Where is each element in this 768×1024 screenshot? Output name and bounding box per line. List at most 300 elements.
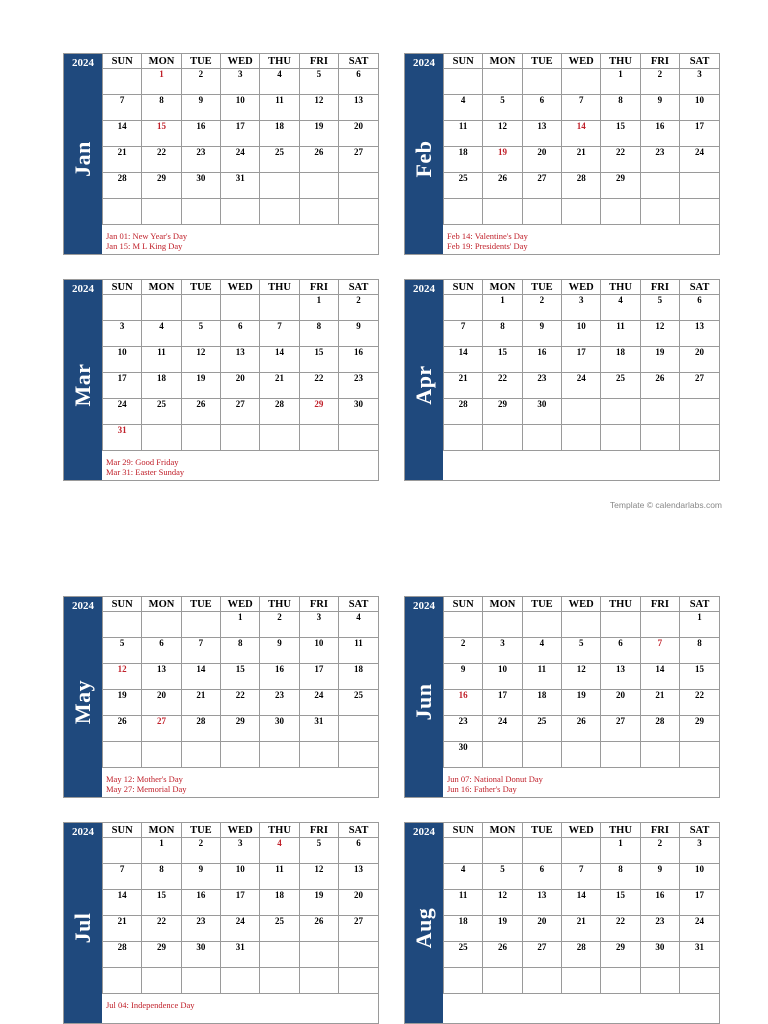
day-cell: 3 (103, 321, 142, 347)
day-cell: 16 (640, 121, 679, 147)
day-cell: 9 (260, 638, 299, 664)
day-cell: 6 (522, 95, 561, 121)
empty-cell (260, 742, 299, 768)
weekday-header: THU (260, 54, 299, 69)
empty-cell (640, 968, 679, 994)
day-cell: 5 (103, 638, 142, 664)
day-cell: 15 (483, 347, 522, 373)
day-cell: 13 (339, 95, 378, 121)
day-cell: 7 (103, 864, 142, 890)
day-cell: 21 (562, 147, 601, 173)
empty-cell (562, 69, 601, 95)
week-row (444, 121, 720, 147)
weekday-header: THU (601, 823, 640, 838)
day-cell: 23 (522, 373, 561, 399)
week-row (444, 690, 720, 716)
empty-cell (339, 425, 378, 451)
day-cell: 5 (640, 295, 679, 321)
week-row (103, 890, 379, 916)
day-cell: 5 (483, 95, 522, 121)
day-cell: 27 (601, 716, 640, 742)
month-grid (443, 280, 719, 451)
weekday-header-row (103, 54, 379, 69)
weekday-header: FRI (640, 280, 679, 295)
weekday-header: WED (562, 823, 601, 838)
empty-cell (260, 942, 299, 968)
week-row (103, 347, 379, 373)
empty-cell (680, 199, 719, 225)
day-cell: 11 (444, 121, 483, 147)
weekday-header: THU (260, 597, 299, 612)
holiday-list (102, 773, 378, 797)
empty-cell (339, 942, 378, 968)
month-grid (102, 823, 378, 994)
day-cell: 29 (221, 716, 260, 742)
day-cell: 8 (601, 864, 640, 890)
holiday-item: Jul 04: Independence Day (106, 1000, 195, 1010)
day-cell: 17 (221, 121, 260, 147)
day-cell: 12 (299, 95, 338, 121)
day-cell: 26 (181, 399, 220, 425)
empty-cell (260, 199, 299, 225)
empty-cell (444, 968, 483, 994)
day-cell: 7 (444, 321, 483, 347)
day-cell: 29 (483, 399, 522, 425)
weekday-header: SUN (103, 823, 142, 838)
day-cell: 11 (601, 321, 640, 347)
day-cell: 24 (680, 147, 719, 173)
day-cell: 28 (103, 173, 142, 199)
year-label: 2024 (72, 283, 94, 295)
week-row (103, 121, 379, 147)
day-cell: 10 (299, 638, 338, 664)
empty-cell (299, 968, 338, 994)
empty-cell (444, 295, 483, 321)
day-cell: 9 (640, 95, 679, 121)
empty-cell (522, 742, 561, 768)
month-grid (443, 597, 719, 768)
day-cell: 2 (522, 295, 561, 321)
day-cell: 24 (483, 716, 522, 742)
day-cell: 2 (181, 69, 220, 95)
empty-cell (142, 295, 181, 321)
week-row (103, 373, 379, 399)
week-row (103, 716, 379, 742)
week-row (444, 399, 720, 425)
day-cell: 12 (299, 864, 338, 890)
day-cell: 11 (260, 864, 299, 890)
day-cell: 9 (640, 864, 679, 890)
day-cell: 14 (640, 664, 679, 690)
day-cell: 9 (444, 664, 483, 690)
day-cell: 1 (601, 838, 640, 864)
day-cell: 16 (260, 664, 299, 690)
day-cell: 7 (103, 95, 142, 121)
day-cell: 26 (103, 716, 142, 742)
holiday-item: Feb 19: Presidents' Day (447, 241, 528, 251)
day-cell: 23 (181, 916, 220, 942)
empty-cell (444, 425, 483, 451)
week-row (103, 399, 379, 425)
day-cell: 16 (339, 347, 378, 373)
empty-cell (181, 742, 220, 768)
day-cell: 4 (260, 69, 299, 95)
weekday-header: SAT (680, 597, 719, 612)
month-grid (102, 597, 378, 768)
weekday-header: SAT (339, 54, 378, 69)
empty-cell (444, 838, 483, 864)
day-cell: 31 (299, 716, 338, 742)
weekday-header: MON (483, 597, 522, 612)
day-cell: 30 (444, 742, 483, 768)
day-cell: 28 (260, 399, 299, 425)
empty-cell (640, 612, 679, 638)
holiday-item: Jun 16: Father's Day (447, 784, 517, 794)
day-cell: 25 (339, 690, 378, 716)
day-cell: 7 (260, 321, 299, 347)
day-cell: 13 (522, 121, 561, 147)
day-cell: 3 (221, 69, 260, 95)
week-row (444, 838, 720, 864)
empty-cell (522, 69, 561, 95)
day-cell: 7 (562, 864, 601, 890)
empty-cell (680, 399, 719, 425)
day-cell: 4 (339, 612, 378, 638)
day-cell: 23 (181, 147, 220, 173)
empty-cell (181, 295, 220, 321)
day-cell: 6 (601, 638, 640, 664)
day-cell: 2 (444, 638, 483, 664)
day-cell: 7 (640, 638, 679, 664)
weekday-header: SUN (444, 54, 483, 69)
week-row (444, 347, 720, 373)
day-cell: 15 (299, 347, 338, 373)
weekday-header: SUN (444, 597, 483, 612)
day-cell: 15 (680, 664, 719, 690)
day-cell: 14 (181, 664, 220, 690)
empty-cell (444, 612, 483, 638)
empty-cell (601, 612, 640, 638)
day-cell: 15 (221, 664, 260, 690)
holiday-item: Jan 01: New Year's Day (106, 231, 188, 241)
month-sidebar (405, 280, 443, 480)
empty-cell (103, 742, 142, 768)
holiday-list (102, 456, 378, 480)
empty-cell (522, 838, 561, 864)
day-cell: 16 (444, 690, 483, 716)
weekday-header: FRI (640, 823, 679, 838)
day-cell: 8 (221, 638, 260, 664)
empty-cell (562, 612, 601, 638)
month-sidebar (405, 597, 443, 797)
week-row (444, 373, 720, 399)
day-cell: 14 (562, 121, 601, 147)
weekday-header: THU (601, 54, 640, 69)
week-row (444, 173, 720, 199)
month-name: Jan (70, 141, 95, 177)
day-cell: 12 (483, 890, 522, 916)
day-cell: 31 (221, 173, 260, 199)
day-cell: 2 (339, 295, 378, 321)
day-cell: 30 (181, 942, 220, 968)
weekday-header: SUN (444, 280, 483, 295)
day-cell: 8 (601, 95, 640, 121)
holiday-list (102, 230, 378, 254)
empty-cell (680, 742, 719, 768)
weekday-header: FRI (640, 597, 679, 612)
week-row (444, 69, 720, 95)
day-cell: 13 (339, 864, 378, 890)
day-cell: 26 (299, 147, 338, 173)
month-calendar-may (63, 596, 379, 798)
day-cell: 6 (142, 638, 181, 664)
day-cell: 28 (640, 716, 679, 742)
day-cell: 19 (299, 890, 338, 916)
day-cell: 14 (562, 890, 601, 916)
day-cell: 19 (103, 690, 142, 716)
empty-cell (181, 425, 220, 451)
day-cell: 21 (640, 690, 679, 716)
day-cell: 9 (522, 321, 561, 347)
empty-cell (103, 968, 142, 994)
holiday-list (102, 999, 378, 1023)
empty-cell (640, 199, 679, 225)
day-cell: 15 (142, 121, 181, 147)
day-cell: 25 (260, 147, 299, 173)
weekday-header: THU (601, 597, 640, 612)
day-cell: 23 (444, 716, 483, 742)
day-cell: 20 (142, 690, 181, 716)
day-cell: 10 (483, 664, 522, 690)
day-cell: 26 (299, 916, 338, 942)
weekday-header: THU (601, 280, 640, 295)
day-cell: 30 (640, 942, 679, 968)
empty-cell (680, 173, 719, 199)
week-row (103, 95, 379, 121)
day-cell: 3 (299, 612, 338, 638)
day-cell: 17 (103, 373, 142, 399)
week-row (444, 664, 720, 690)
day-cell: 28 (103, 942, 142, 968)
day-cell: 15 (142, 890, 181, 916)
empty-cell (221, 968, 260, 994)
day-cell: 11 (522, 664, 561, 690)
day-cell: 5 (299, 69, 338, 95)
day-cell: 19 (181, 373, 220, 399)
weekday-header: MON (142, 54, 181, 69)
week-row (103, 942, 379, 968)
day-cell: 4 (260, 838, 299, 864)
empty-cell (260, 968, 299, 994)
weekday-header: TUE (181, 823, 220, 838)
week-row (444, 968, 720, 994)
empty-cell (339, 173, 378, 199)
day-cell: 9 (181, 95, 220, 121)
day-cell: 25 (522, 716, 561, 742)
day-cell: 9 (339, 321, 378, 347)
empty-cell (601, 425, 640, 451)
week-row (444, 295, 720, 321)
day-cell: 27 (522, 173, 561, 199)
day-cell: 25 (260, 916, 299, 942)
empty-cell (483, 968, 522, 994)
weekday-header: SAT (339, 597, 378, 612)
day-cell: 3 (221, 838, 260, 864)
weekday-header: SAT (339, 823, 378, 838)
month-sidebar (405, 54, 443, 254)
day-cell: 31 (221, 942, 260, 968)
day-cell: 8 (142, 864, 181, 890)
week-row (103, 295, 379, 321)
empty-cell (522, 199, 561, 225)
weekday-header: THU (260, 823, 299, 838)
day-cell: 13 (522, 890, 561, 916)
holiday-list (443, 230, 719, 254)
weekday-header: MON (142, 280, 181, 295)
day-cell: 29 (142, 942, 181, 968)
day-cell: 28 (444, 399, 483, 425)
empty-cell (181, 612, 220, 638)
day-cell: 1 (142, 838, 181, 864)
day-cell: 20 (339, 890, 378, 916)
empty-cell (601, 199, 640, 225)
day-cell: 27 (142, 716, 181, 742)
day-cell: 20 (601, 690, 640, 716)
week-row (103, 425, 379, 451)
day-cell: 30 (522, 399, 561, 425)
weekday-header: MON (142, 597, 181, 612)
day-cell: 4 (444, 864, 483, 890)
empty-cell (339, 968, 378, 994)
year-label: 2024 (72, 57, 94, 69)
day-cell: 17 (562, 347, 601, 373)
empty-cell (260, 425, 299, 451)
empty-cell (562, 199, 601, 225)
week-row (444, 864, 720, 890)
empty-cell (562, 425, 601, 451)
day-cell: 13 (142, 664, 181, 690)
week-row (444, 916, 720, 942)
weekday-header: SAT (339, 280, 378, 295)
week-row (444, 425, 720, 451)
day-cell: 24 (680, 916, 719, 942)
day-cell: 18 (142, 373, 181, 399)
day-cell: 30 (339, 399, 378, 425)
day-cell: 30 (260, 716, 299, 742)
holiday-item: Jan 15: M L King Day (106, 241, 183, 251)
day-cell: 5 (483, 864, 522, 890)
empty-cell (483, 838, 522, 864)
week-row (103, 321, 379, 347)
empty-cell (103, 612, 142, 638)
day-cell: 11 (142, 347, 181, 373)
weekday-header: SUN (103, 597, 142, 612)
week-row (444, 942, 720, 968)
week-row (103, 69, 379, 95)
day-cell: 5 (181, 321, 220, 347)
holiday-item: Jun 07: National Donut Day (447, 774, 543, 784)
day-cell: 8 (142, 95, 181, 121)
day-cell: 3 (680, 69, 719, 95)
month-calendar-aug (404, 822, 720, 1024)
empty-cell (142, 968, 181, 994)
day-cell: 26 (483, 173, 522, 199)
empty-cell (444, 199, 483, 225)
day-cell: 26 (483, 942, 522, 968)
day-cell: 4 (601, 295, 640, 321)
weekday-header-row (444, 54, 720, 69)
day-cell: 20 (221, 373, 260, 399)
month-name: Apr (411, 365, 436, 405)
month-sidebar (64, 823, 102, 1023)
holiday-item: Mar 29: Good Friday (106, 457, 179, 467)
day-cell: 23 (640, 147, 679, 173)
day-cell: 10 (103, 347, 142, 373)
day-cell: 12 (483, 121, 522, 147)
weekday-header: THU (260, 280, 299, 295)
year-label: 2024 (72, 826, 94, 838)
empty-cell (562, 838, 601, 864)
weekday-header-row (103, 280, 379, 295)
weekday-header: FRI (299, 280, 338, 295)
day-cell: 29 (680, 716, 719, 742)
day-cell: 22 (142, 916, 181, 942)
day-cell: 17 (680, 890, 719, 916)
day-cell: 13 (601, 664, 640, 690)
empty-cell (299, 425, 338, 451)
day-cell: 11 (260, 95, 299, 121)
day-cell: 22 (299, 373, 338, 399)
day-cell: 10 (221, 95, 260, 121)
empty-cell (522, 425, 561, 451)
empty-cell (299, 173, 338, 199)
weekday-header: WED (221, 823, 260, 838)
weekday-header-row (103, 597, 379, 612)
empty-cell (260, 173, 299, 199)
empty-cell (103, 295, 142, 321)
day-cell: 10 (680, 864, 719, 890)
empty-cell (680, 425, 719, 451)
year-label: 2024 (72, 600, 94, 612)
empty-cell (601, 399, 640, 425)
day-cell: 8 (680, 638, 719, 664)
month-name: Aug (411, 907, 436, 949)
day-cell: 14 (103, 121, 142, 147)
year-label: 2024 (413, 600, 435, 612)
empty-cell (260, 295, 299, 321)
day-cell: 17 (483, 690, 522, 716)
day-cell: 1 (142, 69, 181, 95)
day-cell: 16 (640, 890, 679, 916)
day-cell: 8 (483, 321, 522, 347)
week-row (444, 199, 720, 225)
year-label: 2024 (413, 57, 435, 69)
day-cell: 23 (640, 916, 679, 942)
template-credit: Template © calendarlabs.com (609, 500, 722, 510)
day-cell: 29 (142, 173, 181, 199)
empty-cell (221, 199, 260, 225)
week-row (103, 199, 379, 225)
day-cell: 2 (640, 838, 679, 864)
month-calendar-feb (404, 53, 720, 255)
day-cell: 25 (601, 373, 640, 399)
day-cell: 18 (601, 347, 640, 373)
holiday-list (443, 999, 719, 1023)
month-calendar-mar (63, 279, 379, 481)
weekday-header: MON (483, 54, 522, 69)
day-cell: 12 (640, 321, 679, 347)
day-cell: 12 (103, 664, 142, 690)
